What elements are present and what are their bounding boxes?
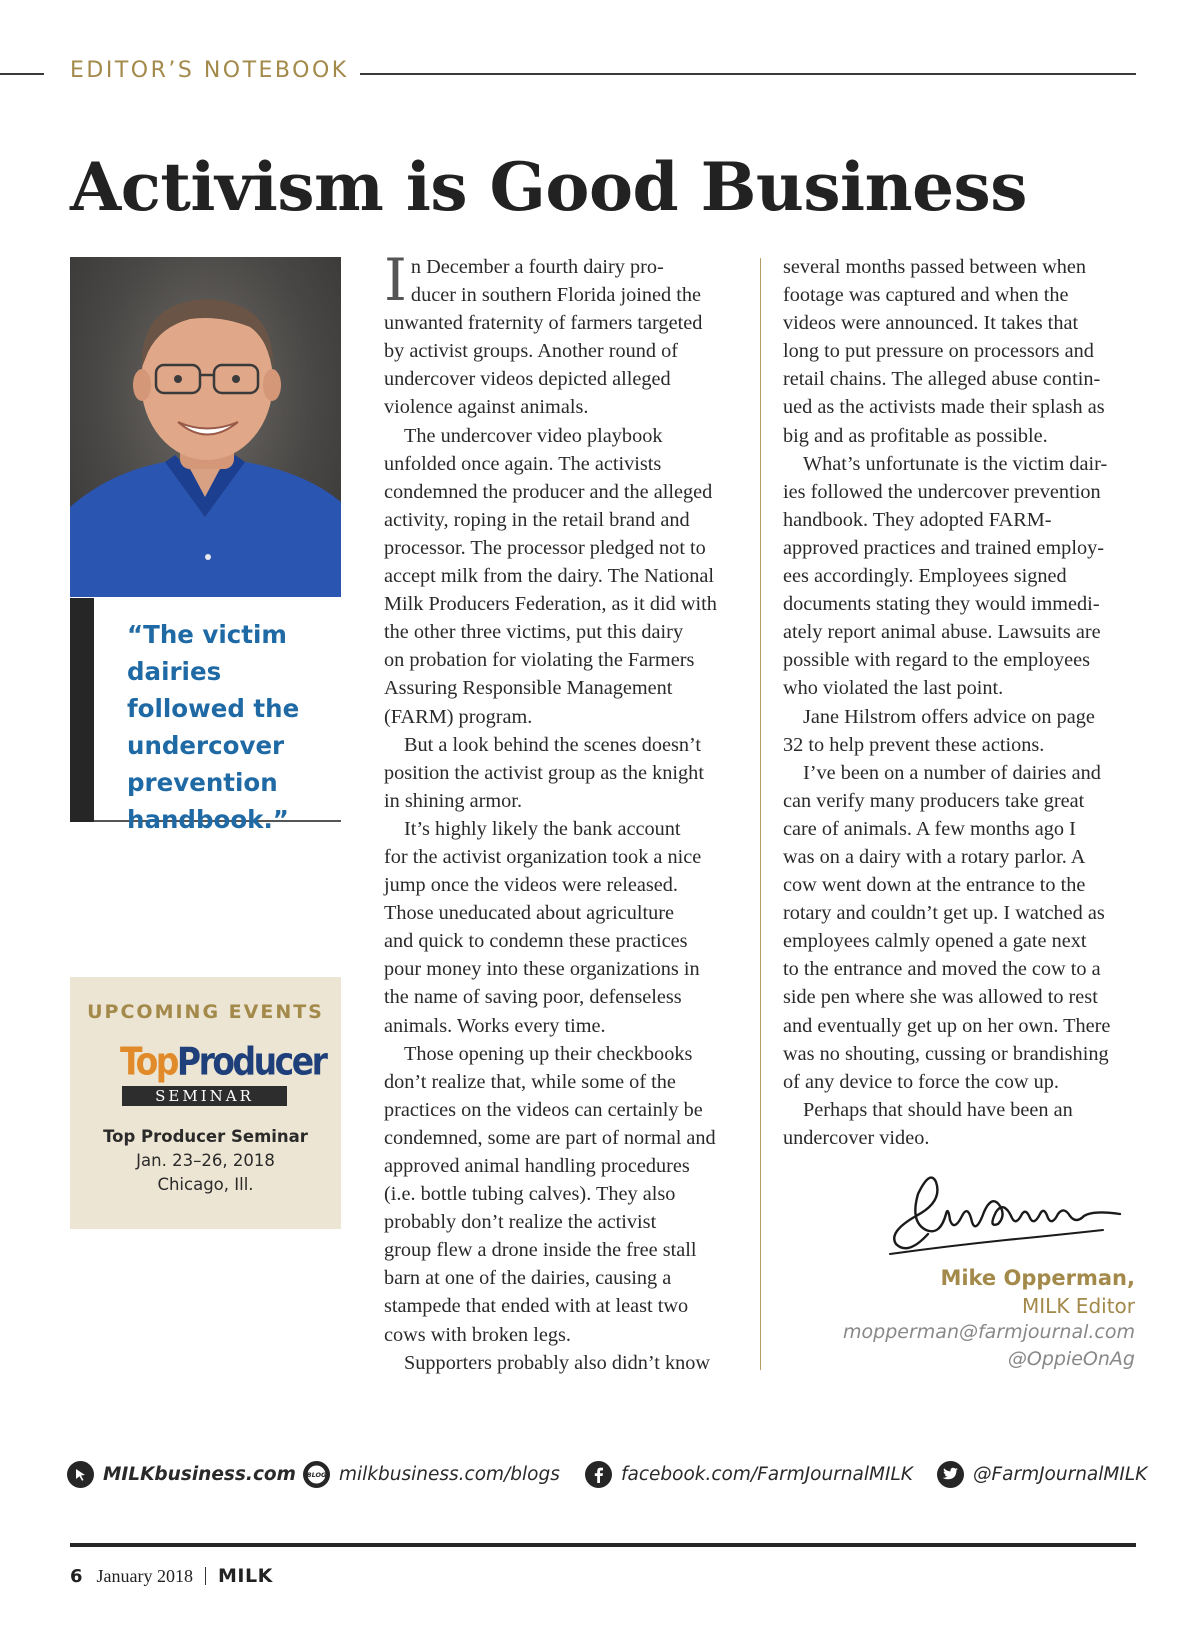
social-link-website[interactable]	[67, 1460, 296, 1488]
author-name: Mike Opperman,	[940, 1266, 1135, 1290]
article-line: n December a fourth dairy pro-	[410, 256, 664, 278]
article-line: ies followed the undercover prevention	[783, 480, 1101, 503]
article-line: ducer in southern Florida joined the	[410, 284, 701, 307]
logo-producer: Producer	[176, 1039, 326, 1084]
article-line: handbook. They adopted FARM-	[783, 508, 1052, 531]
article-line: ued as the activists made their splash as	[783, 396, 1105, 419]
article-line: stampede that ended with at least two	[384, 1295, 689, 1318]
article-line: But a look behind the scenes doesn’t	[404, 733, 702, 756]
article-line: who violated the last point.	[783, 677, 1004, 700]
event-name: Top Producer Seminar	[103, 1127, 308, 1146]
logo-top: Top	[120, 1039, 177, 1084]
article-line: for the activist organization took a nice	[384, 845, 702, 868]
article-line: group flew a drone inside the free stall	[384, 1239, 697, 1262]
article-line: approved practices and trained employ-	[783, 536, 1104, 559]
article-line: barn at one of the dairies, causing a	[384, 1267, 672, 1290]
article-line: and quick to condemn these practices	[384, 930, 688, 953]
article-line: Those uneducated about agriculture	[384, 902, 675, 925]
pull-quote-text: “The victim dairies followed the undercover prevention handbook.”	[127, 620, 300, 834]
article-headline: Activism is Good Business	[70, 148, 1027, 226]
author-handle[interactable]: @OppieOnAg	[1007, 1348, 1135, 1370]
header-rule-right	[360, 73, 1136, 75]
events-title: UPCOMING EVENTS	[87, 1001, 324, 1023]
article-line: 32 to help prevent these actions.	[783, 733, 1045, 756]
article-line: It’s highly likely the bank account	[404, 817, 681, 840]
pull-quote	[70, 598, 341, 834]
article-line: What’s unfortunate is the victim dair-	[803, 452, 1108, 475]
article-line: can verify many producers take great	[783, 789, 1085, 812]
article-line: on probation for violating the Farmers	[384, 649, 695, 672]
article-line: unwanted fraternity of farmers targeted	[384, 312, 703, 335]
article-line: (FARM) program.	[384, 705, 533, 728]
article-line: employees calmly opened a gate next	[783, 930, 1087, 953]
article-line: probably don’t realize the activist	[384, 1211, 657, 1234]
blog-icon	[303, 1461, 330, 1488]
pull-quote-bar	[70, 598, 94, 822]
article-line: Assuring Responsible Management	[384, 677, 673, 700]
article-line: to the entrance and moved the cow to a	[783, 958, 1101, 981]
article-line: by activist groups. Another round of	[384, 340, 679, 363]
article-line: retail chains. The alleged abuse contin-	[783, 368, 1101, 391]
author-title: MILK Editor	[1022, 1294, 1135, 1318]
drop-cap: I	[384, 246, 407, 314]
article-line: unfolded once again. The activists	[384, 452, 662, 475]
svg-text:BLOG: BLOG	[306, 1470, 327, 1479]
article-line: don’t realize that, while some of the	[384, 1070, 676, 1093]
event-date: Jan. 23–26, 2018	[136, 1151, 275, 1170]
article-line: the other three victims, put this dairy	[384, 621, 684, 644]
article-line: cow went down at the entrance to the	[783, 874, 1086, 897]
article-column-1	[384, 246, 740, 1377]
twitter-icon	[937, 1461, 964, 1488]
article-line: condemned the producer and the alleged	[384, 480, 713, 503]
article-line: in shining armor.	[384, 789, 523, 812]
article-line: animals. Works every time.	[384, 1014, 606, 1037]
article-line: care of animals. A few months ago I	[783, 817, 1076, 840]
article-line: big and as profitable as possible.	[783, 424, 1048, 447]
article-line: approved animal handling procedures	[384, 1155, 690, 1177]
social-label: milkbusiness.com/blogs	[339, 1463, 560, 1485]
article-line: jump once the videos were released.	[384, 874, 678, 897]
article-line: was no shouting, cussing or brandishing	[783, 1042, 1109, 1065]
article-line: and eventually get up on her own. There	[783, 1014, 1111, 1037]
top-producer-seminar-logo	[120, 1039, 326, 1107]
article-line: processor. The processor pledged not to	[384, 536, 706, 559]
social-link-twitter[interactable]	[937, 1460, 1147, 1488]
social-label: MILKbusiness.com	[103, 1463, 296, 1485]
article-line: side pen where she was allowed to rest	[783, 986, 1098, 1009]
header-rule-left	[0, 73, 44, 75]
author-signature	[888, 1164, 1123, 1264]
article-line: accept milk from the dairy. The National	[384, 565, 715, 588]
article-line: long to put pressure on processors and	[783, 340, 1094, 363]
logo-seminar: SEMINAR	[122, 1086, 287, 1106]
article-line: footage was captured and when the	[783, 284, 1069, 307]
article-line: Supporters probably also didn’t know	[404, 1351, 711, 1374]
article-line: activity, roping in the retail brand and	[384, 508, 690, 531]
magazine-name: MILK	[218, 1565, 273, 1587]
article-line: was on a dairy with a rotary parlor. A	[783, 845, 1086, 868]
article-line: documents stating they would immedi-	[783, 593, 1100, 616]
article-line: position the activist group as the knight	[384, 761, 704, 784]
article-line: Milk Producers Federation, as it did with	[384, 593, 717, 616]
article-line: several months passed between when	[783, 256, 1087, 278]
social-link-blogs[interactable]	[303, 1460, 560, 1488]
article-line: Those opening up their checkbooks	[404, 1042, 693, 1065]
section-label: EDITOR’S NOTEBOOK	[70, 58, 349, 83]
article-line: videos were announced. It takes that	[783, 312, 1079, 335]
upcoming-events-box	[70, 977, 341, 1229]
footer-separator	[205, 1567, 206, 1585]
article-line: the name of saving poor, defenseless	[384, 986, 682, 1009]
article-line: Jane Hilstrom offers advice on page	[803, 705, 1095, 728]
article-line: violence against animals.	[384, 396, 589, 419]
event-location: Chicago, Ill.	[157, 1175, 254, 1194]
article-line: possible with regard to the employees	[783, 649, 1090, 672]
footer-rule	[70, 1543, 1136, 1547]
page-number: 6	[70, 1565, 83, 1587]
logo-wordmark	[120, 1039, 326, 1085]
article-line: of any device to force the cow up.	[783, 1070, 1059, 1093]
social-link-facebook[interactable]	[585, 1460, 913, 1488]
facebook-icon	[585, 1461, 612, 1488]
social-label: @FarmJournalMILK	[973, 1463, 1148, 1485]
article-line: undercover video.	[783, 1126, 930, 1149]
article-line: pour money into these organizations in	[384, 958, 700, 981]
author-photo	[70, 257, 341, 597]
article-line: practices on the videos can certainly be	[384, 1098, 703, 1121]
cursor-icon	[67, 1461, 94, 1488]
article-line: ately report animal abuse. Lawsuits are	[783, 621, 1101, 644]
article-line: (i.e. bottle tubing calves). They also	[384, 1183, 676, 1206]
article-line: The undercover video playbook	[404, 424, 663, 447]
social-label: facebook.com/FarmJournalMILK	[621, 1463, 913, 1485]
article-column-2	[783, 253, 1135, 1152]
article-line: ees accordingly. Employees signed	[783, 565, 1067, 588]
article-line: undercover videos depicted alleged	[384, 368, 671, 391]
article-line: cows with broken legs.	[384, 1323, 572, 1346]
article-line: condemned, some are part of normal and	[384, 1126, 716, 1149]
page-footer	[70, 1563, 273, 1589]
column-divider	[760, 258, 761, 1370]
author-email[interactable]: mopperman@farmjournal.com	[843, 1321, 1135, 1343]
article-line: I’ve been on a number of dairies and	[803, 761, 1101, 784]
article-line: rotary and couldn’t get up. I watched as	[783, 902, 1105, 925]
issue-date: January 2018	[96, 1565, 194, 1586]
article-line: Perhaps that should have been an	[803, 1098, 1073, 1121]
